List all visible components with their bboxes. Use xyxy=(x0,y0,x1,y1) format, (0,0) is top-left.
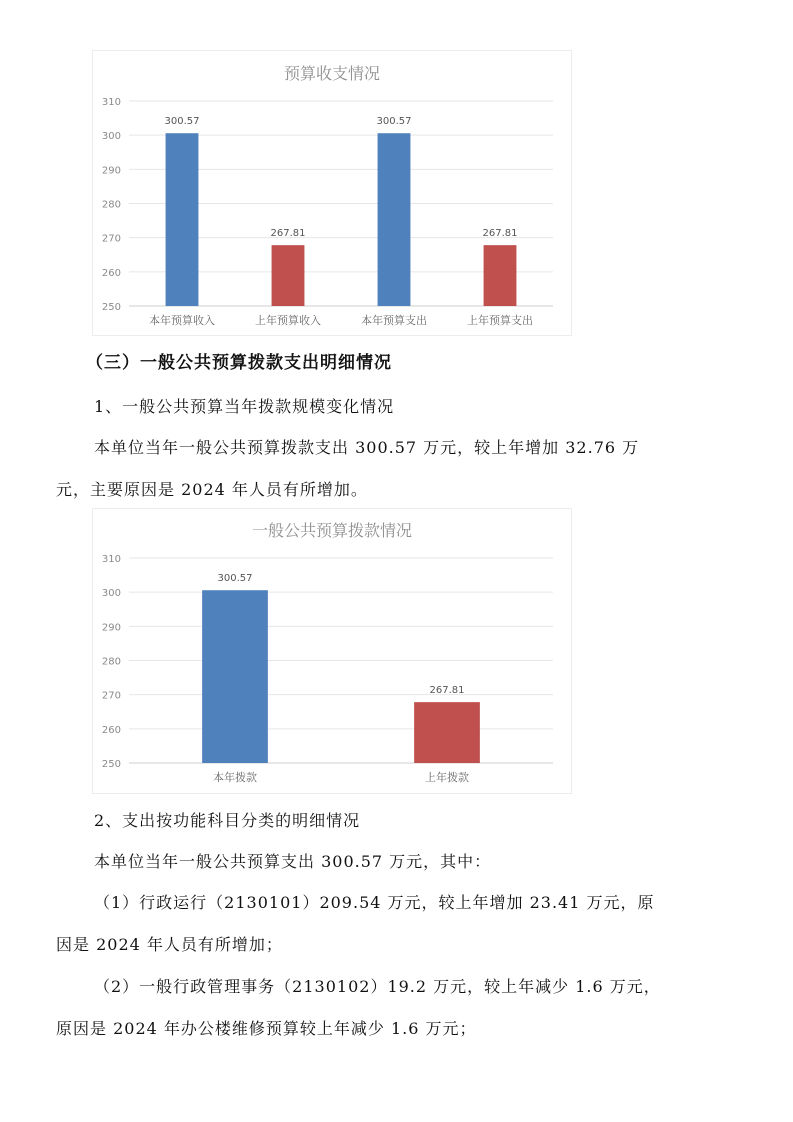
subsection-1-paragraph-line-2: 元，主要原因是 2024 年人员有所增加。 xyxy=(56,480,368,499)
budget-income-expense-chart-svg xyxy=(93,51,571,335)
subsection-1-paragraph-line-1: 本单位当年一般公共预算拨款支出 300.57 万元，较上年增加 32.76 万 xyxy=(94,438,640,457)
item-1-line-2: 因是 2024 年人员有所增加； xyxy=(56,935,283,954)
subsection-2-intro: 本单位当年一般公共预算支出 300.57 万元，其中： xyxy=(94,852,492,871)
y-tick-label: 260 xyxy=(101,724,121,736)
data-label: 267.81 xyxy=(429,685,465,697)
budget-income-expense-chart xyxy=(92,50,572,336)
section-heading: （三）一般公共预算拨款支出明细情况 xyxy=(86,353,392,373)
y-tick-label: 310 xyxy=(101,554,121,565)
item-1-line-1: （1）行政运行（2130101）209.54 万元，较上年增加 23.41 万元，原 xyxy=(94,893,655,912)
data-label: 300.57 xyxy=(164,116,200,128)
data-label: 267.81 xyxy=(482,228,518,240)
category-label: 上年预算支出 xyxy=(467,314,533,327)
y-tick-label: 290 xyxy=(101,622,121,634)
category-label: 上年预算收入 xyxy=(255,314,321,327)
y-tick-label: 290 xyxy=(101,165,121,177)
general-budget-appropriation-chart-svg xyxy=(93,509,571,793)
y-tick-label: 310 xyxy=(101,97,121,108)
chart-title: 一般公共预算拨款情况 xyxy=(251,521,413,540)
y-tick-label: 250 xyxy=(101,302,121,313)
bar xyxy=(202,590,268,763)
item-2-line-1: （2）一般行政管理事务（2130102）19.2 万元，较上年减少 1.6 万元， xyxy=(94,977,661,996)
y-tick-label: 280 xyxy=(101,199,121,211)
bar xyxy=(484,245,517,306)
category-label: 上年拨款 xyxy=(425,771,469,784)
general-budget-appropriation-chart xyxy=(92,508,572,794)
subsection-2-title: 2、支出按功能科目分类的明细情况 xyxy=(94,811,361,830)
category-label: 本年拨款 xyxy=(213,771,257,784)
y-tick-label: 250 xyxy=(101,759,121,770)
bar xyxy=(166,133,199,306)
category-label: 本年预算收入 xyxy=(149,314,215,327)
y-tick-label: 300 xyxy=(101,131,121,143)
category-label: 本年预算支出 xyxy=(361,314,427,327)
y-tick-label: 260 xyxy=(101,267,121,279)
data-label: 267.81 xyxy=(270,228,306,240)
chart-title: 预算收支情况 xyxy=(283,64,381,83)
subsection-1-title: 1、一般公共预算当年拨款规模变化情况 xyxy=(94,397,395,416)
y-tick-label: 280 xyxy=(101,656,121,668)
y-tick-label: 270 xyxy=(101,233,121,245)
bar xyxy=(414,702,480,763)
item-2-line-2: 原因是 2024 年办公楼维修预算较上年减少 1.6 万元； xyxy=(56,1019,477,1038)
y-tick-label: 300 xyxy=(101,588,121,600)
bar xyxy=(378,133,411,306)
data-label: 300.57 xyxy=(376,116,412,128)
y-tick-label: 270 xyxy=(101,690,121,702)
data-label: 300.57 xyxy=(217,573,253,585)
bar xyxy=(272,245,305,306)
